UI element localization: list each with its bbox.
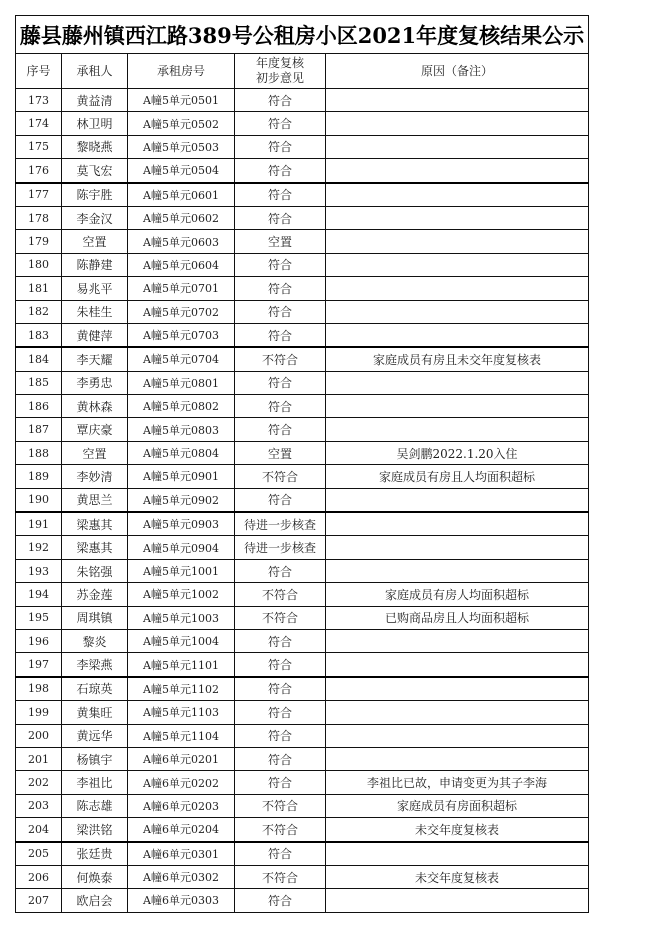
cell-remark [326,206,589,229]
cell-room: A幢5单元0604 [128,253,235,276]
cell-remark [326,488,589,512]
cell-room: A幢5单元1103 [128,701,235,724]
cell-room: A幢5单元1104 [128,724,235,747]
cell-remark: 家庭成员有房人均面积超标 [326,583,589,606]
table-row [16,465,589,488]
cell-room: A幢6单元0302 [128,865,235,888]
table-row [16,159,589,183]
table-row [16,677,589,701]
cell-room: A幢5单元0502 [128,112,235,135]
table-row [16,323,589,347]
table-row [16,395,589,418]
cell-remark: 吴剑鹏2022.1.20入住 [326,441,589,464]
cell-tenant: 梁洪铭 [62,818,128,842]
table-row [16,112,589,135]
cell-remark [326,701,589,724]
cell-remark: 李祖比已故，申请变更为其子李海 [326,771,589,794]
cell-opinion: 符合 [235,253,326,276]
table-row [16,583,589,606]
cell-room: A幢6单元0303 [128,889,235,912]
cell-index: 191 [16,512,62,536]
cell-room: A幢5单元0501 [128,89,235,112]
table-row [16,253,589,276]
table-row [16,347,589,371]
cell-index: 174 [16,112,62,135]
cell-opinion: 符合 [235,747,326,770]
cell-opinion: 不符合 [235,606,326,629]
cell-tenant: 梁惠其 [62,536,128,559]
cell-tenant: 朱铭强 [62,559,128,582]
cell-remark: 家庭成员有房且人均面积超标 [326,465,589,488]
header-tenant: 承租人 [62,54,128,89]
cell-remark [326,653,589,677]
cell-room: A幢5单元0902 [128,488,235,512]
cell-room: A幢6单元0204 [128,818,235,842]
cell-tenant: 陈静建 [62,253,128,276]
cell-room: A幢5单元0504 [128,159,235,183]
cell-opinion: 不符合 [235,865,326,888]
table-row [16,230,589,253]
cell-index: 180 [16,253,62,276]
cell-opinion: 符合 [235,842,326,866]
cell-remark [326,536,589,559]
header-opinion-line1: 年度复核 [255,56,304,70]
cell-opinion: 符合 [235,677,326,701]
title-row [16,16,589,54]
cell-opinion: 符合 [235,371,326,394]
cell-remark [326,323,589,347]
cell-opinion: 符合 [235,206,326,229]
cell-index: 201 [16,747,62,770]
cell-tenant: 周琪镇 [62,606,128,629]
cell-room: A幢5单元0802 [128,395,235,418]
cell-room: A幢5单元0602 [128,206,235,229]
header-opinion-line2: 初步意见 [255,71,304,85]
header-opinion [235,54,326,89]
cell-opinion: 符合 [235,653,326,677]
cell-opinion: 符合 [235,889,326,912]
cell-remark [326,89,589,112]
cell-remark [326,112,589,135]
cell-index: 193 [16,559,62,582]
table-row [16,441,589,464]
cell-tenant: 黎晓燕 [62,135,128,158]
cell-opinion: 待进一步核查 [235,512,326,536]
cell-remark [326,159,589,183]
table-row [16,629,589,652]
cell-tenant: 李金汉 [62,206,128,229]
cell-remark [326,277,589,300]
cell-room: A幢5单元0701 [128,277,235,300]
table-row [16,418,589,441]
cell-tenant: 杨镇宇 [62,747,128,770]
header-remark: 原因（备注） [326,54,589,89]
cell-tenant: 李妙清 [62,465,128,488]
cell-remark [326,395,589,418]
cell-tenant: 陈志雄 [62,794,128,817]
cell-tenant: 黄思兰 [62,488,128,512]
cell-index: 175 [16,135,62,158]
cell-tenant: 欧启会 [62,889,128,912]
table-row [16,865,589,888]
cell-index: 207 [16,889,62,912]
cell-room: A幢5单元0503 [128,135,235,158]
cell-tenant: 黄远华 [62,724,128,747]
table-row [16,794,589,817]
cell-opinion: 符合 [235,559,326,582]
cell-index: 181 [16,277,62,300]
review-results-table [15,15,589,913]
cell-opinion: 不符合 [235,818,326,842]
cell-remark [326,889,589,912]
cell-opinion: 符合 [235,771,326,794]
cell-room: A幢5单元1102 [128,677,235,701]
table-row [16,889,589,912]
cell-tenant: 李祖比 [62,771,128,794]
cell-remark: 家庭成员有房面积超标 [326,794,589,817]
cell-tenant: 黎炎 [62,629,128,652]
cell-index: 206 [16,865,62,888]
table-row [16,818,589,842]
cell-tenant: 李勇忠 [62,371,128,394]
header-row [16,54,589,89]
table-row [16,277,589,300]
cell-remark [326,371,589,394]
cell-remark [326,512,589,536]
table-row [16,842,589,866]
cell-opinion: 待进一步核查 [235,536,326,559]
cell-room: A幢5单元0703 [128,323,235,347]
cell-remark [326,183,589,207]
cell-room: A幢5单元1004 [128,629,235,652]
cell-remark [326,747,589,770]
cell-remark [326,724,589,747]
cell-room: A幢5单元0904 [128,536,235,559]
cell-remark [326,842,589,866]
cell-tenant: 黄健萍 [62,323,128,347]
cell-room: A幢5单元1003 [128,606,235,629]
cell-tenant: 黄益清 [62,89,128,112]
cell-index: 200 [16,724,62,747]
page-title: 藤县藤州镇西江路389号公租房小区2021年度复核结果公示 [16,16,589,54]
cell-remark: 家庭成员有房且未交年度复核表 [326,347,589,371]
cell-tenant: 空置 [62,230,128,253]
table-row [16,371,589,394]
cell-opinion: 符合 [235,724,326,747]
cell-opinion: 空置 [235,230,326,253]
table-row [16,771,589,794]
cell-opinion: 符合 [235,89,326,112]
table-row [16,488,589,512]
cell-index: 197 [16,653,62,677]
cell-room: A幢5单元0704 [128,347,235,371]
cell-index: 177 [16,183,62,207]
cell-room: A幢6单元0301 [128,842,235,866]
cell-remark [326,629,589,652]
cell-remark [326,559,589,582]
cell-room: A幢6单元0201 [128,747,235,770]
table-row [16,653,589,677]
cell-tenant: 林卫明 [62,112,128,135]
header-room: 承租房号 [128,54,235,89]
cell-tenant: 陈宇胜 [62,183,128,207]
cell-index: 178 [16,206,62,229]
cell-remark [326,300,589,323]
cell-opinion: 符合 [235,159,326,183]
cell-tenant: 苏金莲 [62,583,128,606]
cell-room: A幢5单元0801 [128,371,235,394]
cell-opinion: 空置 [235,441,326,464]
cell-tenant: 黄林森 [62,395,128,418]
cell-index: 203 [16,794,62,817]
cell-index: 205 [16,842,62,866]
cell-opinion: 符合 [235,323,326,347]
cell-remark [326,418,589,441]
cell-room: A幢6单元0203 [128,794,235,817]
cell-index: 204 [16,818,62,842]
cell-index: 182 [16,300,62,323]
cell-room: A幢6单元0202 [128,771,235,794]
cell-tenant: 黄集旺 [62,701,128,724]
table-row [16,89,589,112]
cell-opinion: 符合 [235,277,326,300]
cell-tenant: 空置 [62,441,128,464]
table-row [16,206,589,229]
cell-tenant: 李天耀 [62,347,128,371]
cell-remark [326,135,589,158]
table-row [16,747,589,770]
cell-opinion: 不符合 [235,465,326,488]
table-row [16,559,589,582]
cell-tenant: 石琼英 [62,677,128,701]
cell-room: A幢5单元1002 [128,583,235,606]
cell-remark [326,253,589,276]
table-row [16,183,589,207]
cell-tenant: 李梁燕 [62,653,128,677]
cell-room: A幢5单元0603 [128,230,235,253]
cell-index: 189 [16,465,62,488]
cell-opinion: 符合 [235,300,326,323]
cell-opinion: 不符合 [235,347,326,371]
cell-room: A幢5单元1001 [128,559,235,582]
table-row [16,512,589,536]
cell-room: A幢5单元0702 [128,300,235,323]
cell-tenant: 莫飞宏 [62,159,128,183]
cell-remark [326,677,589,701]
cell-opinion: 符合 [235,135,326,158]
cell-opinion: 符合 [235,395,326,418]
cell-index: 183 [16,323,62,347]
table-row [16,135,589,158]
cell-index: 179 [16,230,62,253]
cell-opinion: 符合 [235,418,326,441]
cell-index: 195 [16,606,62,629]
cell-index: 194 [16,583,62,606]
cell-opinion: 符合 [235,112,326,135]
cell-remark: 已购商品房且人均面积超标 [326,606,589,629]
cell-tenant: 何焕泰 [62,865,128,888]
cell-room: A幢5单元1101 [128,653,235,677]
cell-tenant: 梁惠其 [62,512,128,536]
cell-room: A幢5单元0901 [128,465,235,488]
cell-room: A幢5单元0601 [128,183,235,207]
cell-index: 198 [16,677,62,701]
cell-index: 199 [16,701,62,724]
cell-opinion: 符合 [235,701,326,724]
cell-index: 184 [16,347,62,371]
table-row [16,300,589,323]
header-index: 序号 [16,54,62,89]
cell-index: 196 [16,629,62,652]
cell-index: 187 [16,418,62,441]
cell-index: 188 [16,441,62,464]
cell-tenant: 覃庆豪 [62,418,128,441]
cell-index: 176 [16,159,62,183]
table-row [16,606,589,629]
cell-remark: 未交年度复核表 [326,865,589,888]
cell-tenant: 张廷贵 [62,842,128,866]
cell-index: 190 [16,488,62,512]
cell-room: A幢5单元0803 [128,418,235,441]
table-row [16,724,589,747]
cell-tenant: 易兆平 [62,277,128,300]
cell-room: A幢5单元0804 [128,441,235,464]
cell-opinion: 符合 [235,183,326,207]
cell-index: 173 [16,89,62,112]
cell-index: 192 [16,536,62,559]
cell-room: A幢5单元0903 [128,512,235,536]
cell-remark [326,230,589,253]
cell-tenant: 朱桂生 [62,300,128,323]
cell-opinion: 不符合 [235,794,326,817]
cell-index: 202 [16,771,62,794]
cell-opinion: 符合 [235,488,326,512]
cell-index: 186 [16,395,62,418]
cell-remark: 未交年度复核表 [326,818,589,842]
table-row [16,701,589,724]
table-row [16,536,589,559]
cell-opinion: 符合 [235,629,326,652]
cell-index: 185 [16,371,62,394]
cell-opinion: 不符合 [235,583,326,606]
